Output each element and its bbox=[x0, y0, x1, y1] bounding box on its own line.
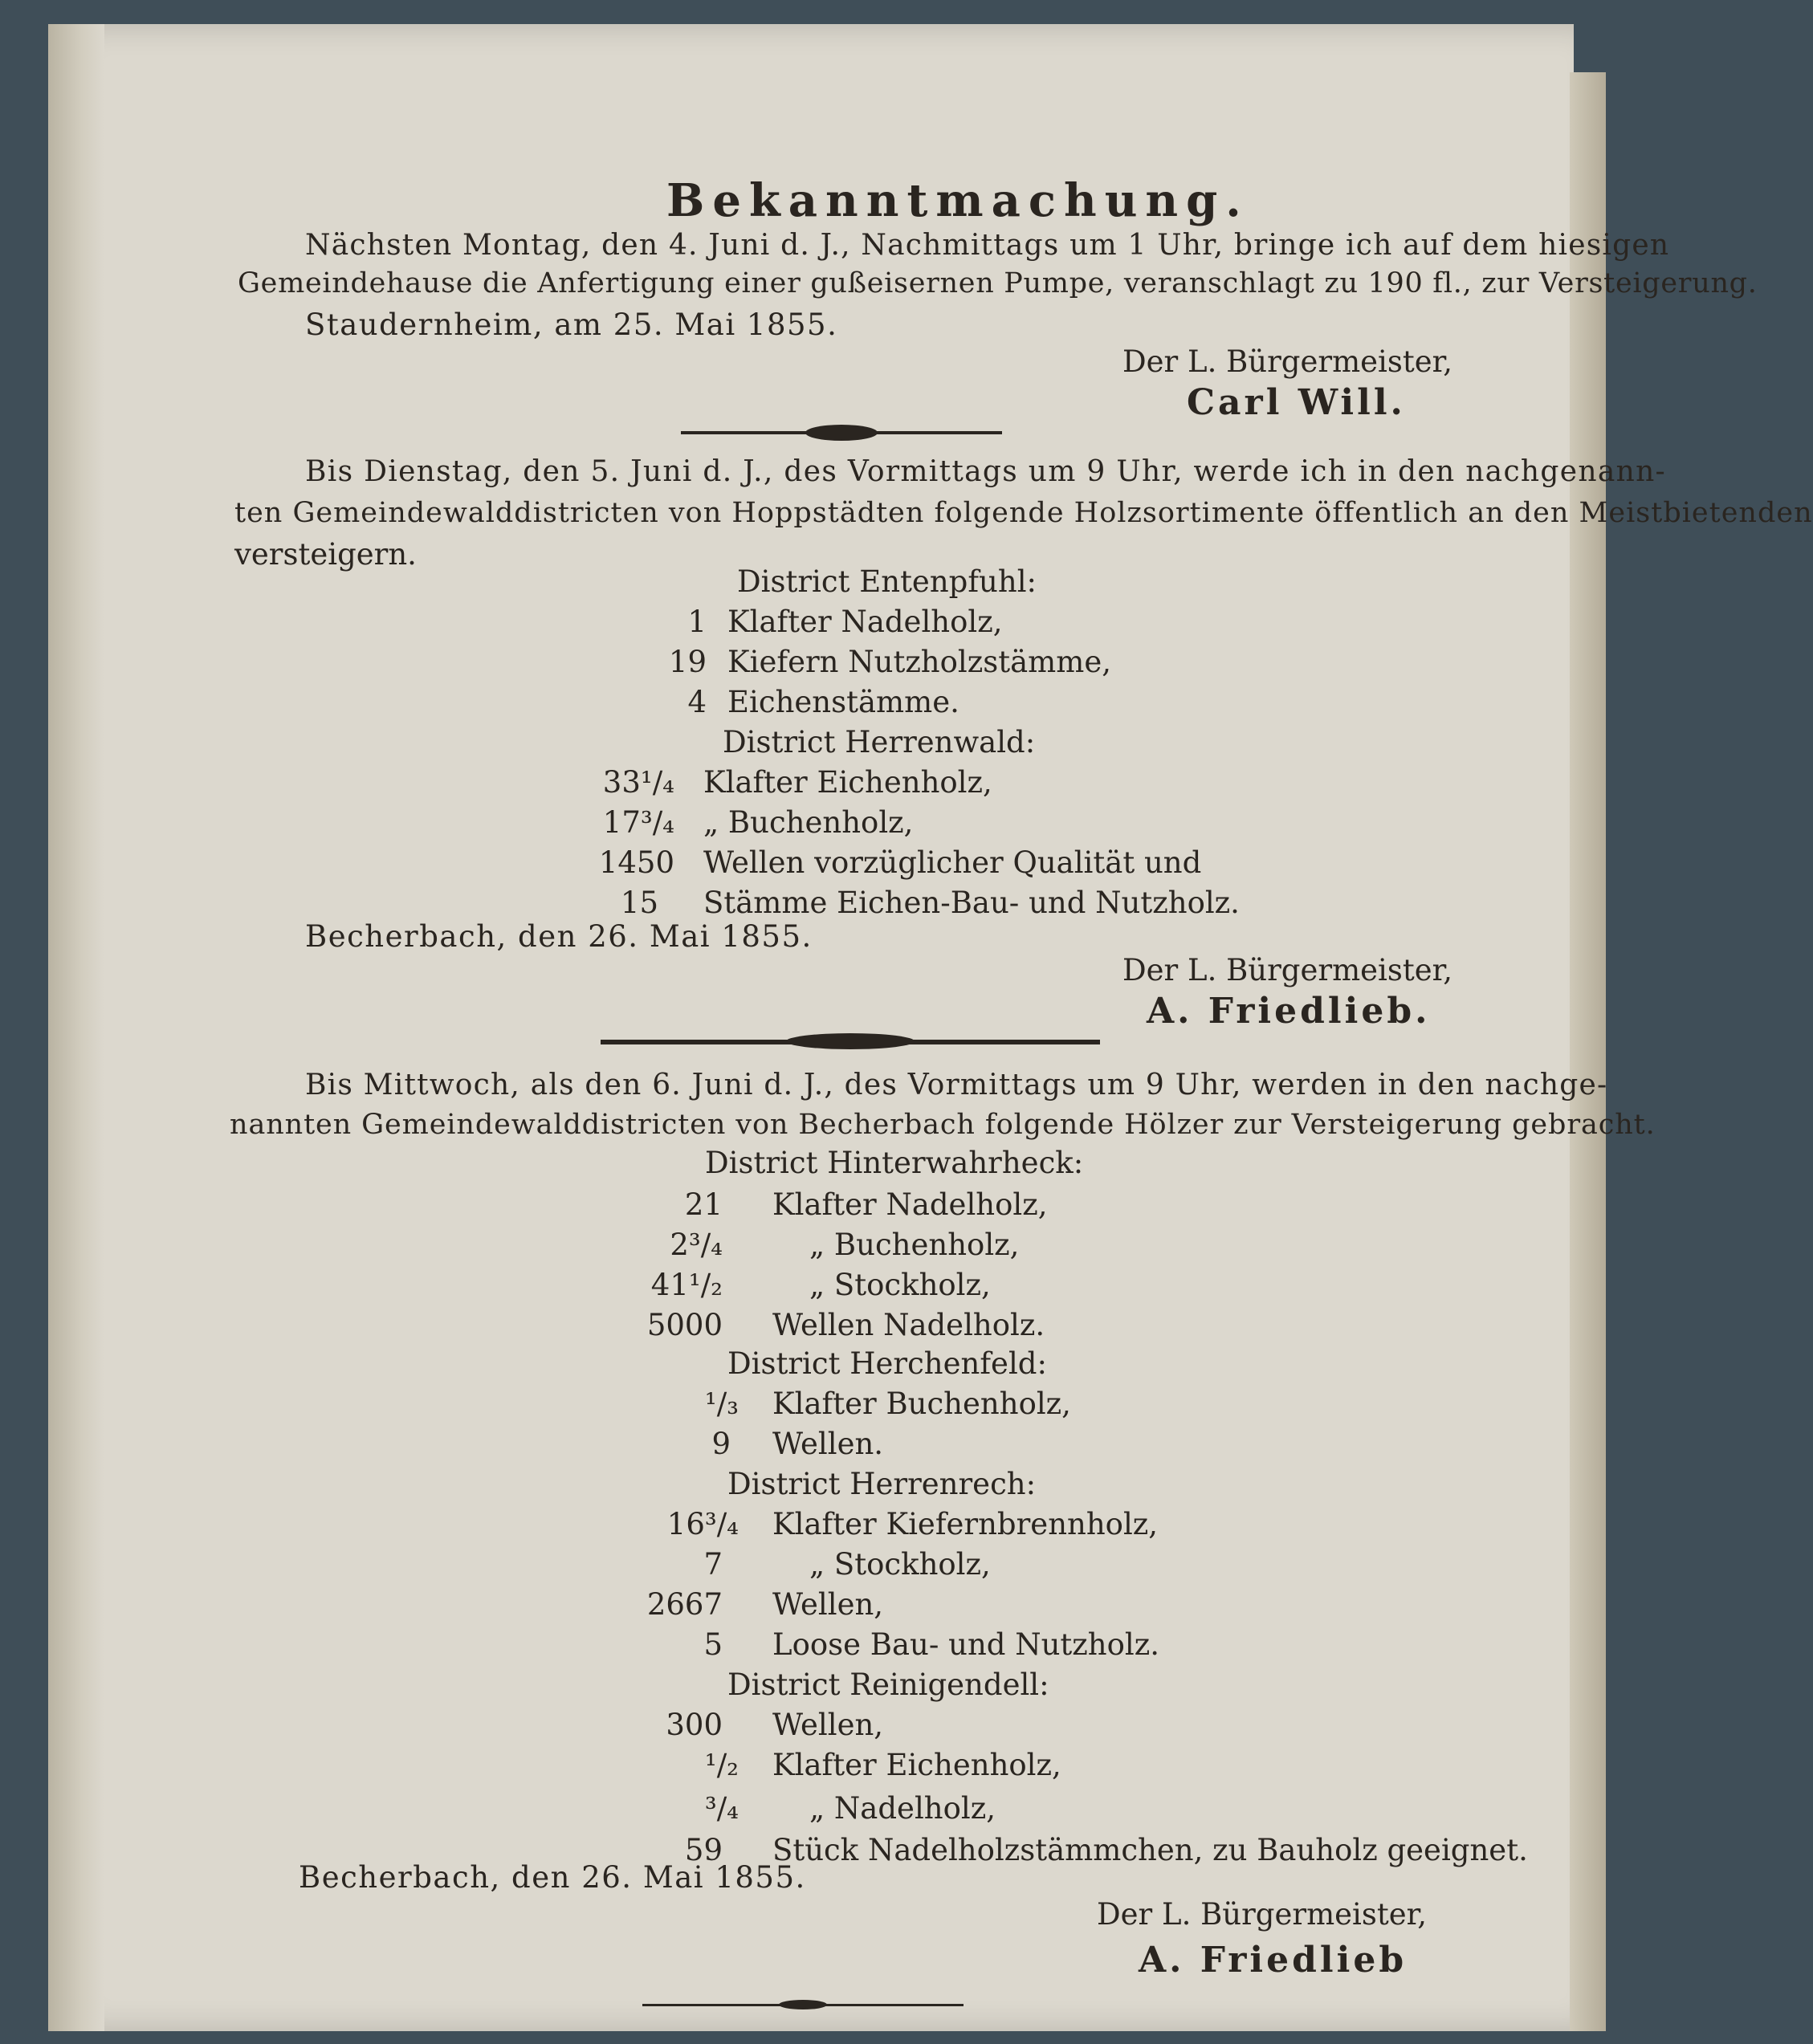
item-description: „ Buchenholz, bbox=[703, 805, 914, 840]
item-description: Wellen Nadelholz. bbox=[772, 1308, 1045, 1342]
item-description: „ Stockholz, bbox=[809, 1547, 991, 1582]
district-heading: District Reinigendell: bbox=[727, 1667, 1049, 1702]
notice2-line2: ten Gemeindewalddistricten von Hoppstädten folgende Holzsortimente öffentlich an den Meistbietenden bbox=[234, 497, 1813, 529]
item-quantity: 5 bbox=[703, 1627, 723, 1662]
notice2-line3: versteigern. bbox=[234, 537, 417, 572]
item-description: Klafter Eichenholz, bbox=[772, 1748, 1061, 1782]
item-quantity: 33¹/₄ bbox=[602, 765, 674, 800]
item-quantity: 5000 bbox=[646, 1308, 723, 1342]
item-description: Wellen vorzüglicher Qualität und bbox=[703, 845, 1202, 880]
notice3-sign-role: Der L. Bürgermeister, bbox=[1097, 1897, 1428, 1932]
item-quantity: ¹/₃ bbox=[704, 1386, 739, 1421]
item-description: Wellen, bbox=[772, 1587, 884, 1622]
page-edge bbox=[1570, 72, 1606, 2031]
item-quantity: 1 bbox=[687, 605, 707, 639]
item-quantity: 15 bbox=[620, 886, 658, 920]
item-quantity: 300 bbox=[666, 1708, 723, 1742]
notice1-line1: Nächsten Montag, den 4. Juni d. J., Nachmittags um 1 Uhr, bringe ich auf dem hiesigen bbox=[305, 229, 1670, 262]
notice3-place-date: Becherbach, den 26. Mai 1855. bbox=[299, 1860, 806, 1895]
notice1-sign-name: Carl Will. bbox=[1187, 382, 1406, 423]
notice-title: Bekanntmachung. bbox=[666, 174, 1249, 227]
notice1-place-date: Staudernheim, am 25. Mai 1855. bbox=[305, 307, 838, 342]
separator-rule bbox=[681, 431, 1002, 434]
item-description: Klafter Buchenholz, bbox=[772, 1386, 1071, 1421]
item-description: Loose Bau- und Nutzholz. bbox=[772, 1627, 1159, 1662]
item-quantity: ¹/₂ bbox=[704, 1748, 739, 1782]
item-description: Klafter Kiefernbrennholz, bbox=[772, 1507, 1159, 1541]
item-quantity: 59 bbox=[684, 1833, 723, 1867]
district-heading: District Hinterwahrheck: bbox=[705, 1146, 1084, 1180]
item-quantity: 2667 bbox=[646, 1587, 723, 1622]
item-quantity: 9 bbox=[711, 1427, 731, 1461]
item-quantity: 17³/₄ bbox=[602, 805, 674, 840]
item-description: Eichenstämme. bbox=[727, 685, 959, 719]
separator-rule bbox=[642, 2004, 964, 2006]
district-heading: District Entenpfuhl: bbox=[737, 564, 1037, 599]
notice3-line1: Bis Mittwoch, als den 6. Juni d. J., des Vormittags um 9 Uhr, werden in den nachge- bbox=[305, 1069, 1608, 1101]
item-description: Stämme Eichen-Bau- und Nutzholz. bbox=[703, 886, 1240, 920]
item-description: „ Stockholz, bbox=[809, 1268, 991, 1302]
item-quantity: 19 bbox=[668, 645, 707, 679]
item-quantity: 41¹/₂ bbox=[650, 1268, 723, 1302]
notice1-sign-role: Der L. Bürgermeister, bbox=[1122, 344, 1453, 379]
notice2-place-date: Becherbach, den 26. Mai 1855. bbox=[305, 919, 813, 954]
item-quantity: 16³/₄ bbox=[666, 1507, 739, 1541]
item-quantity: 7 bbox=[703, 1547, 723, 1582]
item-description: Stück Nadelholzstämmchen, zu Bauholz geeignet. bbox=[772, 1833, 1528, 1867]
district-heading: District Herrenrech: bbox=[727, 1467, 1037, 1501]
notice2-line1: Bis Dienstag, den 5. Juni d. J., des Vormittags um 9 Uhr, werde ich in den nachgenann- bbox=[305, 455, 1667, 488]
book-gutter bbox=[48, 24, 104, 2031]
district-heading: District Herchenfeld: bbox=[727, 1346, 1047, 1381]
item-quantity: 1450 bbox=[598, 845, 674, 880]
notice2-sign-name: A. Friedlieb. bbox=[1147, 991, 1431, 1032]
notice1-line2: Gemeindehause die Anfertigung einer gußeisernen Pumpe, veranschlagt zu 190 fl., zur Versteigerung. bbox=[238, 267, 1758, 299]
item-description: Wellen. bbox=[772, 1427, 884, 1461]
item-quantity: 2³/₄ bbox=[670, 1228, 723, 1262]
item-quantity: 21 bbox=[684, 1187, 723, 1222]
item-description: „ Buchenholz, bbox=[809, 1228, 1020, 1262]
item-description: Wellen, bbox=[772, 1708, 884, 1742]
item-description: Kiefern Nutzholzstämme, bbox=[727, 645, 1111, 679]
item-quantity: ³/₄ bbox=[704, 1791, 739, 1826]
item-description: „ Nadelholz, bbox=[809, 1791, 996, 1826]
district-heading: District Herrenwald: bbox=[723, 725, 1036, 759]
notice3-line2: nannten Gemeindewalddistricten von Becherbach folgende Hölzer zur Versteigerung gebracht. bbox=[230, 1109, 1656, 1141]
item-description: Klafter Eichenholz, bbox=[703, 765, 992, 800]
item-quantity: 4 bbox=[687, 685, 707, 719]
notice3-sign-name: A. Friedlieb bbox=[1139, 1940, 1408, 1981]
item-description: Klafter Nadelholz, bbox=[772, 1187, 1048, 1222]
notice2-sign-role: Der L. Bürgermeister, bbox=[1122, 953, 1453, 987]
item-description: Klafter Nadelholz, bbox=[727, 605, 1003, 639]
separator-rule bbox=[601, 1040, 1100, 1044]
